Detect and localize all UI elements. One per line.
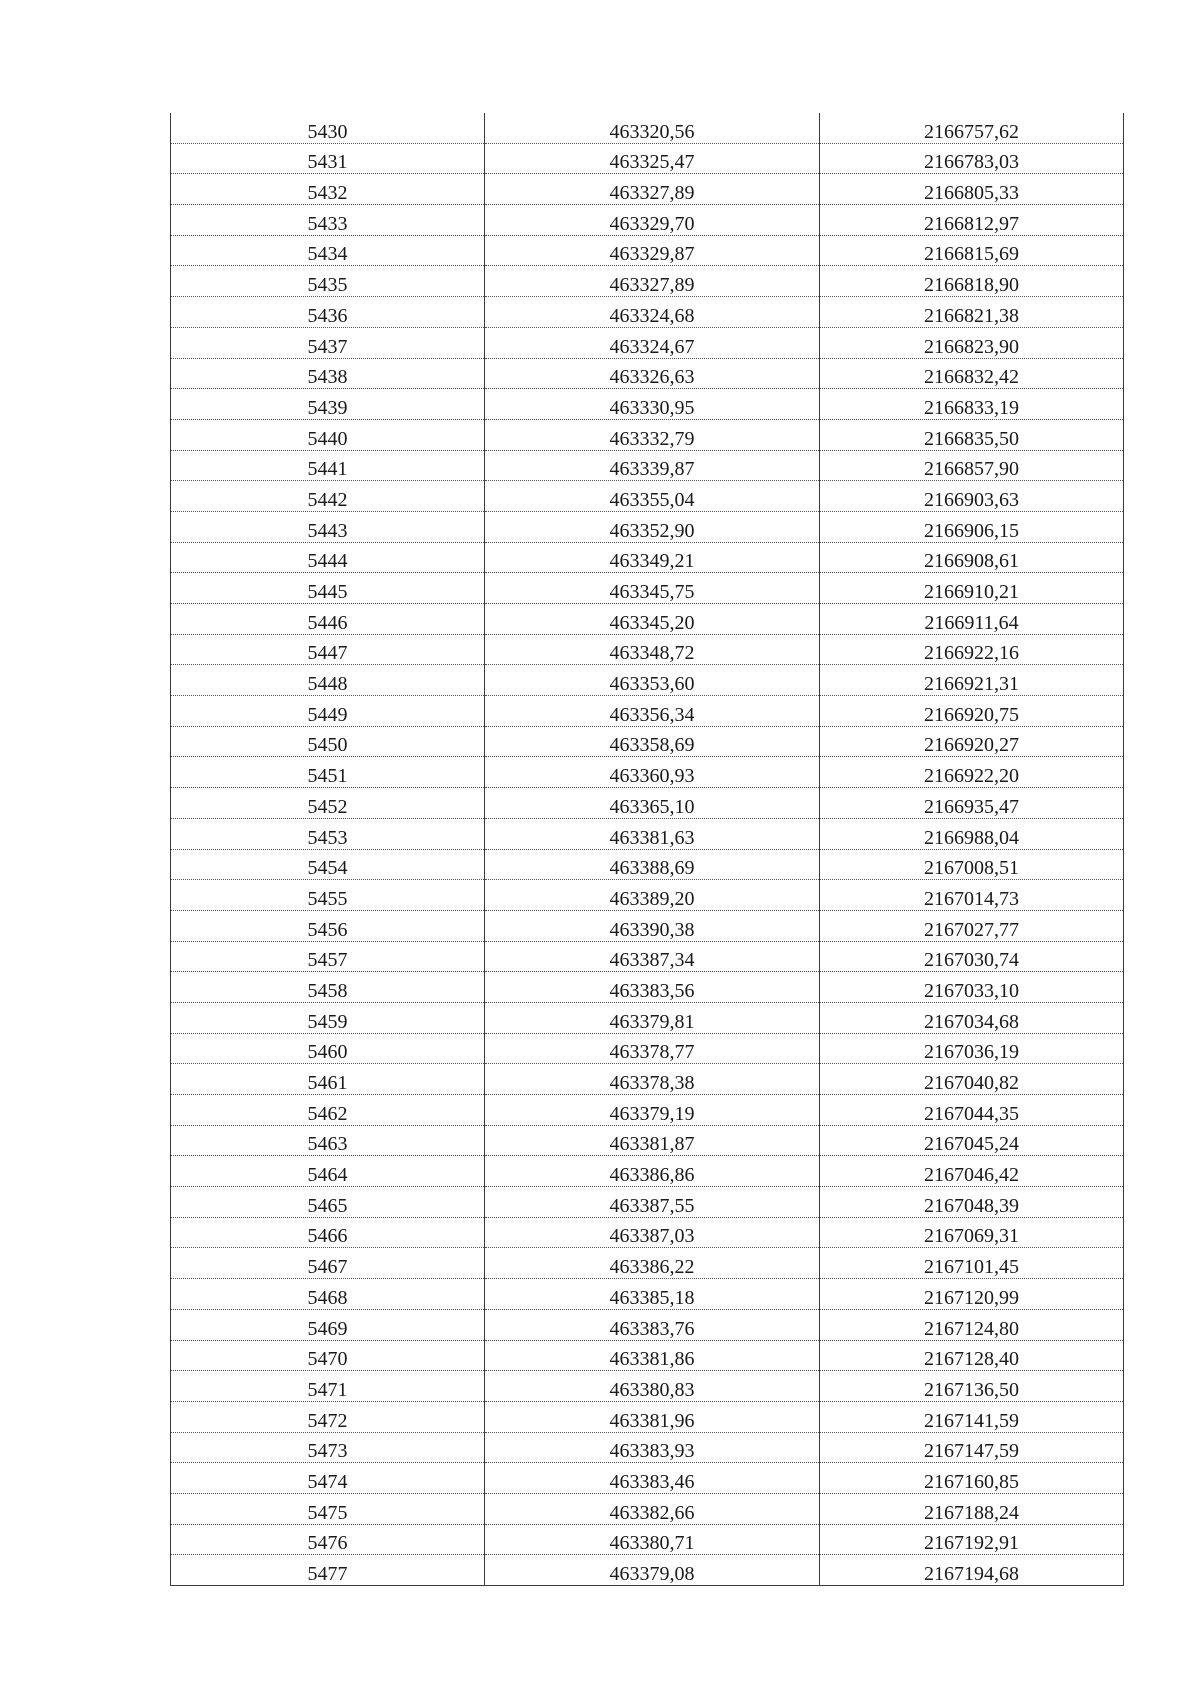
point-number-cell: 5470 <box>171 1340 485 1371</box>
table-row <box>171 696 1124 727</box>
table-row <box>171 511 1124 542</box>
point-number-cell: 5435 <box>171 266 485 297</box>
coordinates-table-body <box>171 113 1124 1586</box>
table-row <box>171 573 1124 604</box>
table-row <box>171 1156 1124 1187</box>
point-number-cell: 5443 <box>171 511 485 542</box>
x-coordinate-cell: 463324,67 <box>485 327 820 358</box>
point-number-cell: 5438 <box>171 358 485 389</box>
x-coordinate-cell: 463326,63 <box>485 358 820 389</box>
y-coordinate-cell: 2167044,35 <box>820 1095 1124 1126</box>
x-coordinate-cell: 463360,93 <box>485 757 820 788</box>
table-row <box>171 450 1124 481</box>
table-row <box>171 1033 1124 1064</box>
point-number-cell: 5437 <box>171 327 485 358</box>
y-coordinate-cell: 2167033,10 <box>820 972 1124 1003</box>
table-row <box>171 1279 1124 1310</box>
x-coordinate-cell: 463387,55 <box>485 1187 820 1218</box>
point-number-cell: 5467 <box>171 1248 485 1279</box>
point-number-cell: 5457 <box>171 941 485 972</box>
y-coordinate-cell: 2166922,20 <box>820 757 1124 788</box>
y-coordinate-cell: 2166922,16 <box>820 634 1124 665</box>
y-coordinate-cell: 2167046,42 <box>820 1156 1124 1187</box>
point-number-cell: 5460 <box>171 1033 485 1064</box>
y-coordinate-cell: 2167027,77 <box>820 910 1124 941</box>
table-row <box>171 1064 1124 1095</box>
table-row <box>171 634 1124 665</box>
y-coordinate-cell: 2167124,80 <box>820 1309 1124 1340</box>
y-coordinate-cell: 2166757,62 <box>820 113 1124 143</box>
x-coordinate-cell: 463381,63 <box>485 818 820 849</box>
x-coordinate-cell: 463388,69 <box>485 849 820 880</box>
x-coordinate-cell: 463378,77 <box>485 1033 820 1064</box>
y-coordinate-cell: 2167048,39 <box>820 1187 1124 1218</box>
table-row <box>171 205 1124 236</box>
table-row <box>171 880 1124 911</box>
point-number-cell: 5454 <box>171 849 485 880</box>
point-number-cell: 5464 <box>171 1156 485 1187</box>
y-coordinate-cell: 2166921,31 <box>820 665 1124 696</box>
x-coordinate-cell: 463381,96 <box>485 1401 820 1432</box>
x-coordinate-cell: 463383,76 <box>485 1309 820 1340</box>
point-number-cell: 5466 <box>171 1217 485 1248</box>
x-coordinate-cell: 463327,89 <box>485 266 820 297</box>
x-coordinate-cell: 463345,20 <box>485 604 820 635</box>
table-row <box>171 1555 1124 1586</box>
y-coordinate-cell: 2167045,24 <box>820 1125 1124 1156</box>
table-row <box>171 1463 1124 1494</box>
table-row <box>171 665 1124 696</box>
point-number-cell: 5444 <box>171 542 485 573</box>
x-coordinate-cell: 463329,87 <box>485 235 820 266</box>
point-number-cell: 5465 <box>171 1187 485 1218</box>
x-coordinate-cell: 463386,22 <box>485 1248 820 1279</box>
coordinates-table <box>170 113 1124 1586</box>
point-number-cell: 5462 <box>171 1095 485 1126</box>
point-number-cell: 5469 <box>171 1309 485 1340</box>
table-row <box>171 297 1124 328</box>
table-row <box>171 910 1124 941</box>
point-number-cell: 5450 <box>171 726 485 757</box>
table-row <box>171 174 1124 205</box>
point-number-cell: 5433 <box>171 205 485 236</box>
x-coordinate-cell: 463383,46 <box>485 1463 820 1494</box>
x-coordinate-cell: 463381,87 <box>485 1125 820 1156</box>
x-coordinate-cell: 463381,86 <box>485 1340 820 1371</box>
x-coordinate-cell: 463325,47 <box>485 143 820 174</box>
table-row <box>171 1493 1124 1524</box>
x-coordinate-cell: 463365,10 <box>485 788 820 819</box>
x-coordinate-cell: 463345,75 <box>485 573 820 604</box>
x-coordinate-cell: 463320,56 <box>485 113 820 143</box>
table-row <box>171 849 1124 880</box>
x-coordinate-cell: 463332,79 <box>485 419 820 450</box>
table-row <box>171 419 1124 450</box>
y-coordinate-cell: 2167136,50 <box>820 1371 1124 1402</box>
table-row <box>171 389 1124 420</box>
y-coordinate-cell: 2166920,27 <box>820 726 1124 757</box>
point-number-cell: 5445 <box>171 573 485 604</box>
x-coordinate-cell: 463387,03 <box>485 1217 820 1248</box>
point-number-cell: 5476 <box>171 1524 485 1555</box>
table-row <box>171 1432 1124 1463</box>
point-number-cell: 5441 <box>171 450 485 481</box>
y-coordinate-cell: 2166812,97 <box>820 205 1124 236</box>
table-row <box>171 358 1124 389</box>
x-coordinate-cell: 463353,60 <box>485 665 820 696</box>
x-coordinate-cell: 463339,87 <box>485 450 820 481</box>
point-number-cell: 5472 <box>171 1401 485 1432</box>
x-coordinate-cell: 463383,93 <box>485 1432 820 1463</box>
x-coordinate-cell: 463358,69 <box>485 726 820 757</box>
point-number-cell: 5432 <box>171 174 485 205</box>
point-number-cell: 5473 <box>171 1432 485 1463</box>
point-number-cell: 5456 <box>171 910 485 941</box>
y-coordinate-cell: 2166910,21 <box>820 573 1124 604</box>
y-coordinate-cell: 2166988,04 <box>820 818 1124 849</box>
x-coordinate-cell: 463383,56 <box>485 972 820 1003</box>
x-coordinate-cell: 463380,83 <box>485 1371 820 1402</box>
x-coordinate-cell: 463352,90 <box>485 511 820 542</box>
table-row <box>171 1217 1124 1248</box>
table-row <box>171 542 1124 573</box>
table-row <box>171 1371 1124 1402</box>
point-number-cell: 5453 <box>171 818 485 849</box>
point-number-cell: 5452 <box>171 788 485 819</box>
point-number-cell: 5461 <box>171 1064 485 1095</box>
x-coordinate-cell: 463387,34 <box>485 941 820 972</box>
y-coordinate-cell: 2167014,73 <box>820 880 1124 911</box>
x-coordinate-cell: 463382,66 <box>485 1493 820 1524</box>
point-number-cell: 5440 <box>171 419 485 450</box>
y-coordinate-cell: 2166823,90 <box>820 327 1124 358</box>
table-row <box>171 941 1124 972</box>
x-coordinate-cell: 463378,38 <box>485 1064 820 1095</box>
y-coordinate-cell: 2166805,33 <box>820 174 1124 205</box>
table-row <box>171 818 1124 849</box>
point-number-cell: 5463 <box>171 1125 485 1156</box>
y-coordinate-cell: 2167160,85 <box>820 1463 1124 1494</box>
point-number-cell: 5471 <box>171 1371 485 1402</box>
table-row <box>171 757 1124 788</box>
y-coordinate-cell: 2167036,19 <box>820 1033 1124 1064</box>
table-row <box>171 113 1124 143</box>
y-coordinate-cell: 2166833,19 <box>820 389 1124 420</box>
x-coordinate-cell: 463379,81 <box>485 1002 820 1033</box>
table-row <box>171 1524 1124 1555</box>
table-row <box>171 235 1124 266</box>
table-row <box>171 1401 1124 1432</box>
y-coordinate-cell: 2167128,40 <box>820 1340 1124 1371</box>
y-coordinate-cell: 2166920,75 <box>820 696 1124 727</box>
point-number-cell: 5455 <box>171 880 485 911</box>
y-coordinate-cell: 2166908,61 <box>820 542 1124 573</box>
y-coordinate-cell: 2166818,90 <box>820 266 1124 297</box>
y-coordinate-cell: 2167040,82 <box>820 1064 1124 1095</box>
table-row <box>171 1340 1124 1371</box>
y-coordinate-cell: 2167192,91 <box>820 1524 1124 1555</box>
y-coordinate-cell: 2167008,51 <box>820 849 1124 880</box>
table-row <box>171 604 1124 635</box>
x-coordinate-cell: 463390,38 <box>485 910 820 941</box>
table-row <box>171 788 1124 819</box>
table-row <box>171 1187 1124 1218</box>
point-number-cell: 5475 <box>171 1493 485 1524</box>
table-row <box>171 1309 1124 1340</box>
table-row <box>171 726 1124 757</box>
x-coordinate-cell: 463324,68 <box>485 297 820 328</box>
x-coordinate-cell: 463385,18 <box>485 1279 820 1310</box>
y-coordinate-cell: 2166832,42 <box>820 358 1124 389</box>
point-number-cell: 5430 <box>171 113 485 143</box>
y-coordinate-cell: 2167101,45 <box>820 1248 1124 1279</box>
point-number-cell: 5446 <box>171 604 485 635</box>
point-number-cell: 5448 <box>171 665 485 696</box>
y-coordinate-cell: 2166857,90 <box>820 450 1124 481</box>
point-number-cell: 5468 <box>171 1279 485 1310</box>
table-row <box>171 1125 1124 1156</box>
y-coordinate-cell: 2166903,63 <box>820 481 1124 512</box>
y-coordinate-cell: 2167120,99 <box>820 1279 1124 1310</box>
table-row <box>171 327 1124 358</box>
x-coordinate-cell: 463389,20 <box>485 880 820 911</box>
point-number-cell: 5439 <box>171 389 485 420</box>
x-coordinate-cell: 463349,21 <box>485 542 820 573</box>
x-coordinate-cell: 463330,95 <box>485 389 820 420</box>
x-coordinate-cell: 463329,70 <box>485 205 820 236</box>
point-number-cell: 5436 <box>171 297 485 328</box>
y-coordinate-cell: 2167194,68 <box>820 1555 1124 1586</box>
table-row <box>171 1002 1124 1033</box>
point-number-cell: 5451 <box>171 757 485 788</box>
y-coordinate-cell: 2166906,15 <box>820 511 1124 542</box>
point-number-cell: 5459 <box>171 1002 485 1033</box>
x-coordinate-cell: 463348,72 <box>485 634 820 665</box>
x-coordinate-cell: 463379,08 <box>485 1555 820 1586</box>
y-coordinate-cell: 2166783,03 <box>820 143 1124 174</box>
table-row <box>171 266 1124 297</box>
point-number-cell: 5431 <box>171 143 485 174</box>
table-row <box>171 481 1124 512</box>
y-coordinate-cell: 2166935,47 <box>820 788 1124 819</box>
point-number-cell: 5434 <box>171 235 485 266</box>
x-coordinate-cell: 463356,34 <box>485 696 820 727</box>
x-coordinate-cell: 463355,04 <box>485 481 820 512</box>
y-coordinate-cell: 2167188,24 <box>820 1493 1124 1524</box>
point-number-cell: 5474 <box>171 1463 485 1494</box>
point-number-cell: 5442 <box>171 481 485 512</box>
table-row <box>171 1248 1124 1279</box>
table-row <box>171 1095 1124 1126</box>
point-number-cell: 5447 <box>171 634 485 665</box>
x-coordinate-cell: 463386,86 <box>485 1156 820 1187</box>
point-number-cell: 5449 <box>171 696 485 727</box>
x-coordinate-cell: 463379,19 <box>485 1095 820 1126</box>
y-coordinate-cell: 2166835,50 <box>820 419 1124 450</box>
y-coordinate-cell: 2167034,68 <box>820 1002 1124 1033</box>
y-coordinate-cell: 2167069,31 <box>820 1217 1124 1248</box>
y-coordinate-cell: 2167141,59 <box>820 1401 1124 1432</box>
x-coordinate-cell: 463380,71 <box>485 1524 820 1555</box>
table-row <box>171 143 1124 174</box>
table-row <box>171 972 1124 1003</box>
y-coordinate-cell: 2167147,59 <box>820 1432 1124 1463</box>
point-number-cell: 5458 <box>171 972 485 1003</box>
y-coordinate-cell: 2166815,69 <box>820 235 1124 266</box>
point-number-cell: 5477 <box>171 1555 485 1586</box>
y-coordinate-cell: 2166911,64 <box>820 604 1124 635</box>
y-coordinate-cell: 2166821,38 <box>820 297 1124 328</box>
x-coordinate-cell: 463327,89 <box>485 174 820 205</box>
y-coordinate-cell: 2167030,74 <box>820 941 1124 972</box>
